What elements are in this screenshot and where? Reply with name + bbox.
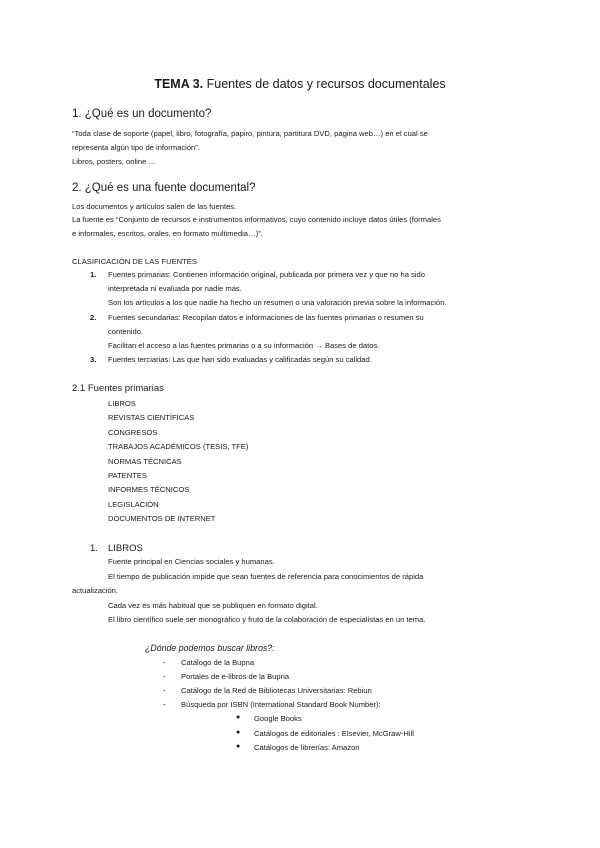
classification-line: interpretada ni evaluada por nadie más.: [108, 284, 242, 293]
bullet-item: Catálogos de librerías: Amazon: [254, 743, 360, 752]
list-item: INFORMES TÉCNICOS: [108, 485, 190, 494]
title-bold: TEMA 3.: [154, 77, 204, 91]
classification-line: contenido.: [108, 327, 144, 336]
books-line: El libro científico suele ser monográfico y fruto de la colaboración de especialistas en un tema.: [108, 615, 426, 624]
list-item: DOCUMENTOS DE INTERNET: [108, 514, 216, 523]
bullet-icon: ●: [236, 743, 241, 750]
bullet-item: Google Books: [254, 714, 302, 723]
page-title: [0, 77, 600, 91]
dash-item: Búsqueda por ISBN (International Standard Book Number):: [181, 700, 381, 709]
classification-heading: CLASIFICACIÓN DE LAS FUENTES: [72, 257, 197, 266]
dash-marker: -: [163, 686, 166, 695]
classification-line: Fuentes primarias: Contienen información original, publicada por primera vez y que no ha sido: [108, 270, 425, 279]
dash-item: Catálogo de la Bupna: [181, 658, 255, 667]
list-item: REVISTAS CIENTÍFICAS: [108, 413, 195, 422]
books-question: ¿Dónde podemos buscar libros?:: [145, 643, 275, 653]
dash-marker: -: [163, 672, 166, 681]
bullet-item: Catálogos de editoriales : Elsevier, McGraw-Hill: [254, 729, 414, 738]
list-number: 2.: [90, 313, 97, 322]
title-rest: Fuentes de datos y recursos documentales: [203, 77, 446, 91]
classification-line: Fuentes secundarias: Recopilan datos e informaciones de las fuentes primarias o resumen su: [108, 313, 424, 322]
section-2-line: e informales, escritos, orales, en formato multimedia…)”.: [72, 229, 263, 238]
section-2-line: Los documentos y artículos salen de las fuentes.: [72, 202, 237, 211]
list-number: 3.: [90, 355, 97, 364]
books-line: Fuente principal en Ciencias sociales y humanas.: [108, 557, 275, 566]
bullet-icon: ●: [236, 714, 241, 721]
subsection-heading: 2.1 Fuentes primarias: [72, 383, 164, 394]
section-1-line: “Toda clase de soporte (papel, libro, fotografía, papiro, pintura, partitura DVD, página web…) en el cual se: [72, 129, 428, 138]
classification-line: Fuentes terciarias: Las que han sido evaluadas y calificadas según su calidad.: [108, 355, 372, 364]
section-2-heading: 2. ¿Qué es una fuente documental?: [72, 182, 256, 194]
books-line: Cada vez es más habitual que se publiquen en formato digital.: [108, 601, 318, 610]
books-heading: LIBROS: [108, 543, 143, 554]
dash-marker: -: [163, 700, 166, 709]
dash-item: Portales de e-libros de la Bupna: [181, 672, 290, 681]
classification-line: Facilitan el acceso a las fuentes primarias o a su información → Bases de datos.: [108, 341, 380, 350]
books-line: El tiempo de publicación impide que sean fuentes de referencia para conocimientos de rápida: [108, 572, 424, 581]
classification-line: Son los artículos a los que nadie ha hecho un resumen o una valoración previa sobre la información.: [108, 298, 447, 307]
list-item: LEGISLACIÓN: [108, 500, 159, 509]
books-line: actualización.: [72, 586, 119, 595]
list-item: TRABAJOS ACADÉMICOS (TESIS, TFE): [108, 442, 249, 451]
dash-item: Catálogo de la Red de Bibliotecas Universitarias: Rebiun: [181, 686, 372, 695]
list-item: CONGRESOS: [108, 428, 158, 437]
list-number: 1.: [90, 270, 97, 279]
list-item: NORMAS TÉCNICAS: [108, 457, 182, 466]
list-item: PATENTES: [108, 471, 147, 480]
section-2-line: La fuente es “Conjunto de recursos e instrumentos informativos, cuyo contenido incluye datos útiles (formales: [72, 215, 441, 224]
bullet-icon: ●: [236, 729, 241, 736]
section-1-heading: 1. ¿Qué es un documento?: [72, 108, 212, 120]
list-item: LIBROS: [108, 399, 136, 408]
section-1-line: representa algún tipo de información”.: [72, 143, 200, 152]
list-number: 1.: [90, 543, 98, 554]
dash-marker: -: [163, 658, 166, 667]
section-1-line: Libros, posters, online …: [72, 157, 156, 166]
